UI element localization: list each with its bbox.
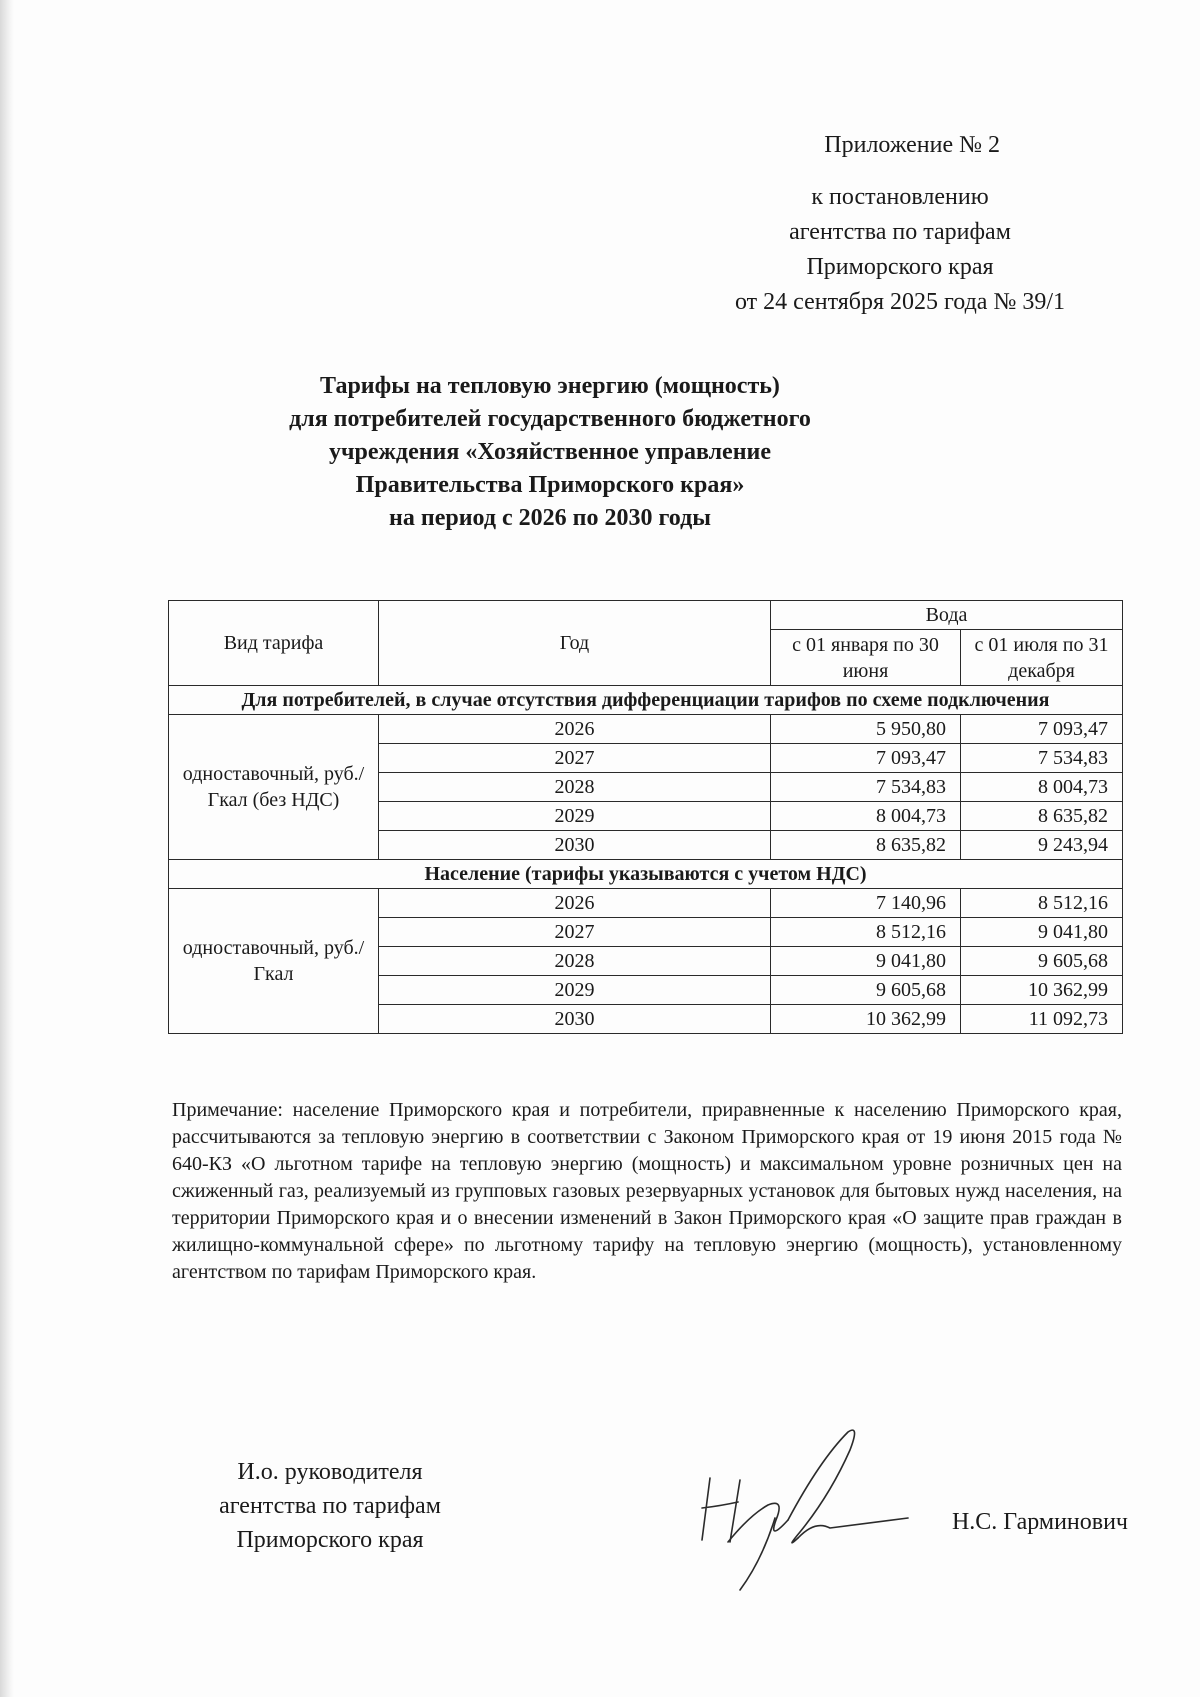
resolution-line: агентства по тарифам: [789, 219, 1011, 245]
year-cell: 2029: [379, 802, 771, 831]
section-title: Для потребителей, в случае отсутствия дифференциации тарифов по схеме подключения: [169, 686, 1123, 715]
value-cell: 9 605,68: [961, 947, 1123, 976]
value-cell: 9 243,94: [961, 831, 1123, 860]
signatory-position-line: Приморского края: [236, 1527, 424, 1553]
year-cell: 2029: [379, 976, 771, 1005]
resolution-line: Приморского края: [806, 254, 994, 280]
year-cell: 2026: [379, 889, 771, 918]
resolution-line: от 24 сентября 2025 года № 39/1: [734, 289, 1066, 315]
handwritten-signature: [680, 1420, 910, 1600]
value-cell: 7 534,83: [771, 773, 961, 802]
section-row: [169, 860, 1123, 889]
value-cell: 8 004,73: [771, 802, 961, 831]
value-cell: 8 635,82: [961, 802, 1123, 831]
title-line: учреждения «Хозяйственное управление: [328, 439, 772, 465]
title-line: Тарифы на тепловую энергию (мощность): [320, 373, 780, 399]
value-cell: 9 041,80: [771, 947, 961, 976]
signatory-position: [180, 1455, 480, 1557]
tariff-type-cell: одноставочный, руб./Гкал: [169, 889, 379, 1034]
value-cell: 8 512,16: [961, 889, 1123, 918]
appendix-label: Приложение № 2: [824, 132, 1000, 158]
value-cell: 8 635,82: [771, 831, 961, 860]
year-cell: 2028: [379, 947, 771, 976]
year-cell: 2026: [379, 715, 771, 744]
section-row: [169, 686, 1123, 715]
tariff-table: [168, 600, 1123, 1034]
value-cell: 8 512,16: [771, 918, 961, 947]
section-title: Население (тарифы указываются с учетом НДС): [169, 860, 1123, 889]
tariff-type-cell: одноставочный, руб./Гкал (без НДС): [169, 715, 379, 860]
value-cell: 10 362,99: [771, 1005, 961, 1034]
value-cell: 5 950,80: [771, 715, 961, 744]
title-line: на период с 2026 по 2030 годы: [389, 505, 711, 531]
year-cell: 2030: [379, 1005, 771, 1034]
table-header-row: [169, 601, 1123, 630]
value-cell: 10 362,99: [961, 976, 1123, 1005]
header-period-2: с 01 июля по 31 декабря: [961, 630, 1123, 686]
signatory-name: Н.С. Гарминович: [951, 1509, 1128, 1535]
resolution-line: к постановлению: [811, 184, 989, 210]
header-water: Вода: [771, 601, 1123, 630]
header-year: Год: [379, 601, 771, 686]
table-row: [169, 715, 1123, 744]
signatory-position-line: И.о. руководителя: [237, 1459, 423, 1485]
table-row: [169, 889, 1123, 918]
value-cell: 7 093,47: [961, 715, 1123, 744]
value-cell: 11 092,73: [961, 1005, 1123, 1034]
year-cell: 2028: [379, 773, 771, 802]
year-cell: 2027: [379, 918, 771, 947]
year-cell: 2027: [379, 744, 771, 773]
scan-page-edge: [0, 0, 14, 1697]
value-cell: 9 605,68: [771, 976, 961, 1005]
document-title: [200, 370, 900, 535]
title-line: для потребителей государственного бюджетного: [289, 406, 811, 432]
resolution-reference: [700, 180, 1100, 320]
value-cell: 7 093,47: [771, 744, 961, 773]
header-tariff-type: Вид тарифа: [169, 601, 379, 686]
value-cell: 9 041,80: [961, 918, 1123, 947]
header-period-1: с 01 января по 30 июня: [771, 630, 961, 686]
note-paragraph: Примечание: население Приморского края и потребители, приравненные к населению Приморского края, рассчитываются за тепловую энергию в соответствии с Законом Приморского края от 19 июня 2015 года № 640-КЗ «О льготном тарифе на тепловую энергию (мощность) и максимальном уровне розничных цен на сжиженный газ, реализуемый из групповых газовых резервуарных установок для бытовых нужд населения, на территории Приморского края и о внесении изменений в Закон Приморского края «О защите прав граждан в жилищно-коммунальной сфере» по льготному тарифу на тепловую энергию (мощность), установленному агентством по тарифам Приморского края.: [172, 1099, 1122, 1283]
value-cell: 7 534,83: [961, 744, 1123, 773]
year-cell: 2030: [379, 831, 771, 860]
title-line: Правительства Приморского края»: [355, 472, 745, 498]
value-cell: 7 140,96: [771, 889, 961, 918]
signatory-position-line: агентства по тарифам: [219, 1493, 441, 1519]
value-cell: 8 004,73: [961, 773, 1123, 802]
